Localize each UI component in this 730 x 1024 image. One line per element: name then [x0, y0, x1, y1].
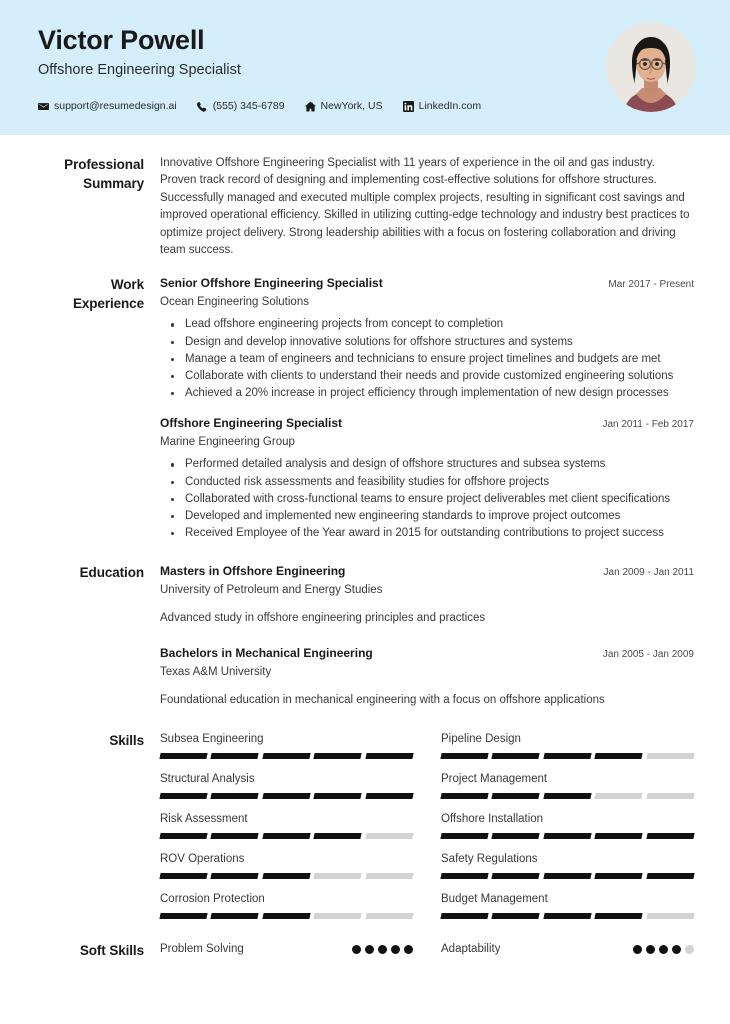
soft-skill-level-dots	[633, 945, 694, 954]
page-title: Victor Powell	[38, 25, 205, 55]
contact-linkedin-text: LinkedIn.com	[418, 100, 482, 112]
skill-name: Subsea Engineering	[160, 733, 264, 746]
skill-level-segment	[543, 793, 592, 799]
list-item: Design and develop innovative solutions for offshore structures and systems	[160, 334, 694, 351]
education-entry	[160, 563, 694, 627]
skill-level-segment	[440, 833, 489, 839]
skill-level-segment	[646, 913, 695, 919]
skill-level-segment	[365, 753, 414, 759]
skill-name: ROV Operations	[160, 853, 245, 866]
contact-email[interactable]	[38, 100, 177, 112]
skill-level-segment	[314, 753, 363, 759]
skill-level-segment	[159, 793, 208, 799]
skill-level-segment	[262, 913, 311, 919]
list-item: Collaborated with cross-functional teams to ensure project deliverables met client specifications	[160, 491, 694, 508]
skill-level-segment	[314, 873, 363, 879]
work-entry-bullets	[160, 316, 694, 401]
education-entry-date: Jan 2009 - Jan 2011	[603, 567, 694, 579]
skill-level-segment	[492, 913, 541, 919]
skill-name: Offshore Installation	[441, 813, 544, 826]
skill-level-segment	[159, 753, 208, 759]
list-item: Achieved a 20% increase in project efficiency through implementation of new design processes	[160, 385, 694, 402]
soft-skill-item	[160, 941, 413, 968]
skill-level-bar	[160, 753, 413, 759]
skill-level-segment	[492, 873, 541, 879]
skill-level-segment	[159, 873, 208, 879]
soft-skill-level-dot	[391, 945, 400, 954]
skill-name: Safety Regulations	[441, 853, 538, 866]
skill-level-segment	[211, 833, 260, 839]
contact-row	[38, 100, 700, 112]
soft-skills-grid	[160, 941, 694, 968]
education-entry-date: Jan 2005 - Jan 2009	[602, 649, 694, 661]
soft-skill-level-dot	[378, 945, 387, 954]
section-label-soft-skills: Soft Skills	[79, 943, 144, 959]
list-item: Manage a team of engineers and technicians to ensure project timelines and budgets are met	[160, 351, 694, 368]
section-label-education: Education	[79, 565, 144, 581]
list-item: Conducted risk assessments and feasibility studies for offshore projects	[160, 474, 694, 491]
work-entry-date: Mar 2017 - Present	[608, 279, 694, 291]
skill-level-segment	[211, 873, 260, 879]
soft-skill-name: Problem Solving	[160, 943, 244, 956]
section-skills	[0, 731, 730, 931]
list-item: Lead offshore engineering projects from concept to completion	[160, 316, 694, 333]
skill-level-segment	[314, 793, 363, 799]
section-label-skills: Skills	[109, 733, 144, 749]
section-label-summary: Professional Summary	[64, 157, 144, 191]
avatar	[606, 22, 696, 112]
education-entry-title: Bachelors in Mechanical Engineering	[160, 646, 373, 661]
skill-level-segment	[595, 793, 644, 799]
education-entry-title: Masters in Offshore Engineering	[160, 564, 346, 579]
skill-level-segment	[492, 833, 541, 839]
skill-level-segment	[159, 913, 208, 919]
section-soft-skills	[0, 941, 730, 968]
skill-item	[441, 771, 694, 811]
skill-level-bar	[441, 873, 694, 879]
skill-level-segment	[543, 913, 592, 919]
soft-skill-level-dots	[352, 945, 413, 954]
skill-item	[160, 851, 413, 891]
skill-level-segment	[365, 913, 414, 919]
contact-email-text: support@resumedesign.ai	[54, 100, 177, 112]
soft-skill-item	[441, 941, 694, 968]
skill-item	[160, 811, 413, 851]
skill-level-segment	[211, 753, 260, 759]
resume-header	[0, 0, 730, 135]
soft-skill-level-dot	[365, 945, 374, 954]
skill-level-segment	[646, 833, 695, 839]
skill-level-bar	[160, 833, 413, 839]
skill-level-segment	[543, 873, 592, 879]
skill-level-segment	[365, 793, 414, 799]
skill-name: Risk Assessment	[160, 813, 248, 826]
skill-level-segment	[262, 753, 311, 759]
skill-level-segment	[314, 913, 363, 919]
soft-skill-level-dot	[404, 945, 413, 954]
work-entry	[160, 415, 694, 541]
education-entry-desc: Foundational education in mechanical engineering with a focus on offshore applications	[160, 694, 605, 707]
skill-level-segment	[492, 793, 541, 799]
skill-name: Corrosion Protection	[160, 893, 265, 906]
education-entries	[160, 563, 694, 711]
skill-level-segment	[440, 793, 489, 799]
skill-level-segment	[543, 833, 592, 839]
skill-level-segment	[595, 833, 644, 839]
skill-level-bar	[160, 793, 413, 799]
skill-level-segment	[262, 793, 311, 799]
skill-level-segment	[211, 793, 260, 799]
header-subtitle: Offshore Engineering Specialist	[38, 62, 241, 78]
skill-level-segment	[595, 873, 644, 879]
education-entry-org: University of Petroleum and Energy Studies	[160, 584, 383, 597]
skill-name: Structural Analysis	[160, 773, 255, 786]
linkedin-icon	[403, 101, 414, 112]
work-entry-title: Senior Offshore Engineering Specialist	[160, 276, 383, 291]
summary-text: Innovative Offshore Engineering Specialist with 11 years of experience in the oil and gas industry. Proven track record of designing and implementing cost-effective solutions for offshore structures. Successfully managed and executed multiple complex projects, resulting in significant cost savings and improved operational efficiency. Skilled in utilizing cutting-edge technology and industry best practices to optimize project delivery. Strong leadership abilities with a focus on fostering collaboration and driving team success.	[160, 157, 690, 257]
contact-location[interactable]	[305, 100, 383, 112]
education-entry	[160, 645, 694, 709]
skill-level-segment	[262, 873, 311, 879]
skill-level-segment	[440, 873, 489, 879]
skill-level-bar	[441, 913, 694, 919]
work-entry-date: Jan 2011 - Feb 2017	[602, 419, 694, 431]
list-item: Collaborate with clients to understand their needs and provide customized engineering solutions	[160, 368, 694, 385]
skill-level-segment	[543, 753, 592, 759]
skill-item	[160, 771, 413, 811]
skill-name: Project Management	[441, 773, 548, 786]
skill-level-segment	[262, 833, 311, 839]
skill-level-segment	[646, 793, 695, 799]
contact-location-text: NewYork, US	[320, 100, 383, 112]
home-icon	[305, 101, 316, 112]
skill-name: Pipeline Design	[441, 733, 521, 746]
list-item: Performed detailed analysis and design of offshore structures and subsea systems	[160, 456, 694, 473]
skill-level-segment	[595, 753, 644, 759]
skill-level-segment	[211, 913, 260, 919]
skill-item	[441, 851, 694, 891]
skill-item	[160, 891, 413, 931]
education-entry-org: Texas A&M University	[160, 666, 272, 679]
skill-level-segment	[595, 913, 644, 919]
skill-level-segment	[365, 873, 414, 879]
skill-level-bar	[441, 793, 694, 799]
skill-item	[160, 731, 413, 771]
education-entry-desc: Advanced study in offshore engineering principles and practices	[160, 612, 486, 625]
work-entry	[160, 275, 694, 401]
skill-level-segment	[365, 833, 414, 839]
skill-level-bar	[441, 833, 694, 839]
skill-level-segment	[646, 873, 695, 879]
contact-linkedin[interactable]	[403, 100, 481, 112]
soft-skill-level-dot	[633, 945, 642, 954]
work-entries	[160, 275, 694, 543]
work-entry-org: Ocean Engineering Solutions	[160, 296, 309, 309]
skill-item	[441, 811, 694, 851]
skill-level-segment	[314, 833, 363, 839]
work-entry-org: Marine Engineering Group	[160, 436, 295, 449]
section-professional-summary	[0, 155, 730, 259]
skill-level-bar	[441, 753, 694, 759]
work-entry-title: Offshore Engineering Specialist	[160, 416, 343, 431]
skill-level-segment	[440, 913, 489, 919]
phone-icon	[197, 101, 208, 112]
skill-level-segment	[440, 753, 489, 759]
skill-name: Budget Management	[441, 893, 548, 906]
soft-skill-level-dot	[659, 945, 668, 954]
soft-skill-name: Adaptability	[441, 943, 501, 956]
list-item: Developed and implemented new engineering standards to improve project outcomes	[160, 508, 694, 525]
skill-level-bar	[160, 913, 413, 919]
envelope-icon	[38, 101, 49, 112]
skill-level-segment	[646, 753, 695, 759]
work-entry-bullets	[160, 456, 694, 541]
skill-level-segment	[159, 833, 208, 839]
skill-item	[441, 891, 694, 931]
soft-skill-level-dot	[672, 945, 681, 954]
section-work-experience	[0, 275, 730, 543]
skills-grid	[160, 731, 694, 931]
soft-skill-level-dot	[352, 945, 361, 954]
skill-item	[441, 731, 694, 771]
section-label-work: Work Experience	[72, 277, 144, 312]
skill-level-segment	[492, 753, 541, 759]
contact-phone-text: (555) 345-6789	[212, 100, 285, 112]
section-education	[0, 563, 730, 711]
soft-skill-level-dot	[685, 945, 694, 954]
contact-phone[interactable]	[197, 100, 285, 112]
soft-skill-level-dot	[646, 945, 655, 954]
list-item: Received Employee of the Year award in 2015 for outstanding contributions to project success	[160, 525, 694, 542]
skill-level-bar	[160, 873, 413, 879]
